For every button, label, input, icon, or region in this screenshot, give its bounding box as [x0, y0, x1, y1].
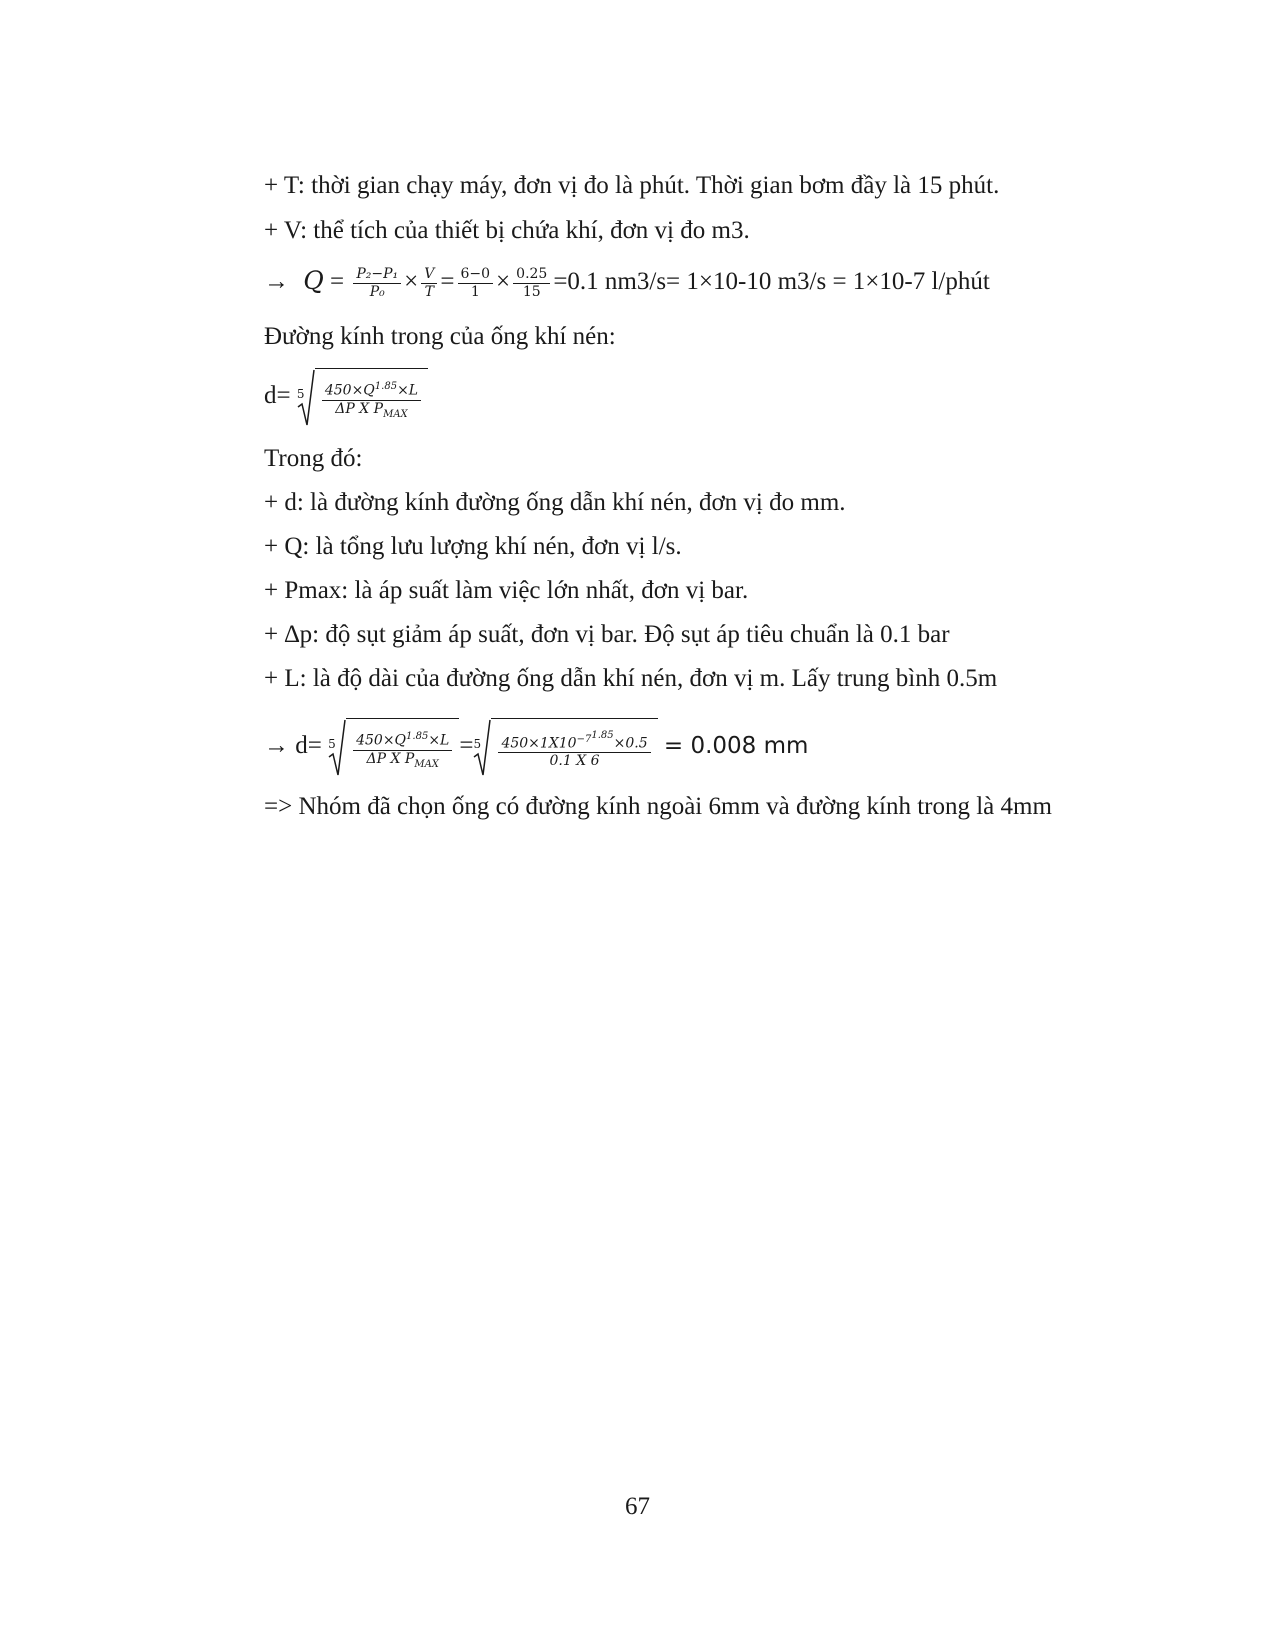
d-symbol: → d=	[264, 732, 322, 760]
times: ×	[404, 268, 419, 295]
fraction-denominator: 0.1 X 6	[549, 753, 600, 770]
t-definition: + T: thời gian chạy máy, đơn vị đo là phút. Thời gian bơm đầy là 15 phút.	[264, 172, 1000, 199]
l-definition: + L: là độ dài của đường ống dẫn khí nén, đơn vị m. Lấy trung bình 0.5m	[264, 665, 998, 692]
radicand	[491, 718, 657, 777]
q-definition: + Q: là tổng lưu lượng khí nén, đơn vị l/s.	[264, 533, 682, 560]
fraction-values	[458, 266, 494, 301]
d-symbol: d=	[264, 382, 291, 410]
fraction-denominator: T	[424, 283, 434, 300]
fraction-numerator: $450\times Q^{1.85}\times L$	[353, 728, 452, 751]
radicand-fraction	[498, 731, 650, 771]
fifth-root-values	[473, 718, 657, 777]
radicand	[346, 718, 459, 777]
fraction-numerator: $450\times Q^{1.85}\times L$	[322, 378, 421, 401]
diameter-calculation	[264, 718, 808, 777]
flow-rate-result: =0.1 nm3/s= 1×10-10 m3/s = 1×10-7 l/phút	[553, 268, 990, 295]
fraction-values	[513, 266, 550, 301]
root-index: 5	[473, 737, 482, 751]
fraction-volume-time	[421, 266, 437, 301]
q-symbol: Q	[303, 266, 324, 295]
root-index: 5	[296, 387, 305, 401]
fraction-numerator: 0.25	[513, 266, 550, 284]
fraction-numerator: P₂−P₁	[353, 266, 401, 284]
radicand-fraction	[322, 378, 421, 422]
page-number: 67	[625, 1493, 650, 1520]
arrow: →	[264, 268, 289, 295]
fraction-pressure	[353, 266, 401, 301]
fifth-root	[328, 718, 459, 777]
equals: =	[440, 268, 455, 295]
equals: =	[459, 732, 474, 760]
root-index: 5	[328, 737, 336, 751]
fifth-root	[297, 368, 428, 427]
radicand	[315, 368, 428, 427]
fraction-numerator: V	[421, 266, 437, 284]
conclusion: => Nhóm đã chọn ống có đường kính ngoài 6mm và đường kính trong là 4mm	[264, 793, 1052, 820]
fraction-denominator: ΔP X $P_{MAX}$	[366, 750, 439, 770]
pmax-definition: + Pmax: là áp suất làm việc lớn nhất, đơn vị bar.	[264, 577, 749, 604]
fraction-denominator: P₀	[369, 283, 385, 300]
fraction-numerator: 6−0	[458, 266, 494, 284]
d-definition: + d: là đường kính đường ống dẫn khí nén, đơn vị đo mm.	[264, 489, 846, 516]
fraction-denominator: ΔP X $P_{MAX}$	[335, 400, 408, 420]
times: ×	[496, 268, 511, 295]
radicand-fraction	[353, 728, 452, 772]
diameter-formula	[264, 368, 428, 427]
equals: =	[330, 268, 345, 295]
diameter-heading: Đường kính trong của ống khí nén:	[264, 323, 616, 350]
dp-definition: + ∆p: độ sụt giảm áp suất, đơn vị bar. Độ sụt áp tiêu chuẩn là 0.1 bar	[264, 621, 950, 648]
fraction-denominator: 15	[522, 283, 541, 300]
fraction-numerator: $450\times 1X10^{-71.85}\times 0.5$	[498, 731, 650, 754]
fraction-denominator: 1	[470, 283, 480, 300]
diameter-result: = 0.008 mm	[663, 733, 809, 760]
where-heading: Trong đó:	[264, 445, 363, 472]
flow-rate-formula	[264, 259, 990, 304]
v-definition: + V: thể tích của thiết bị chứa khí, đơn vị đo m3.	[264, 217, 750, 244]
